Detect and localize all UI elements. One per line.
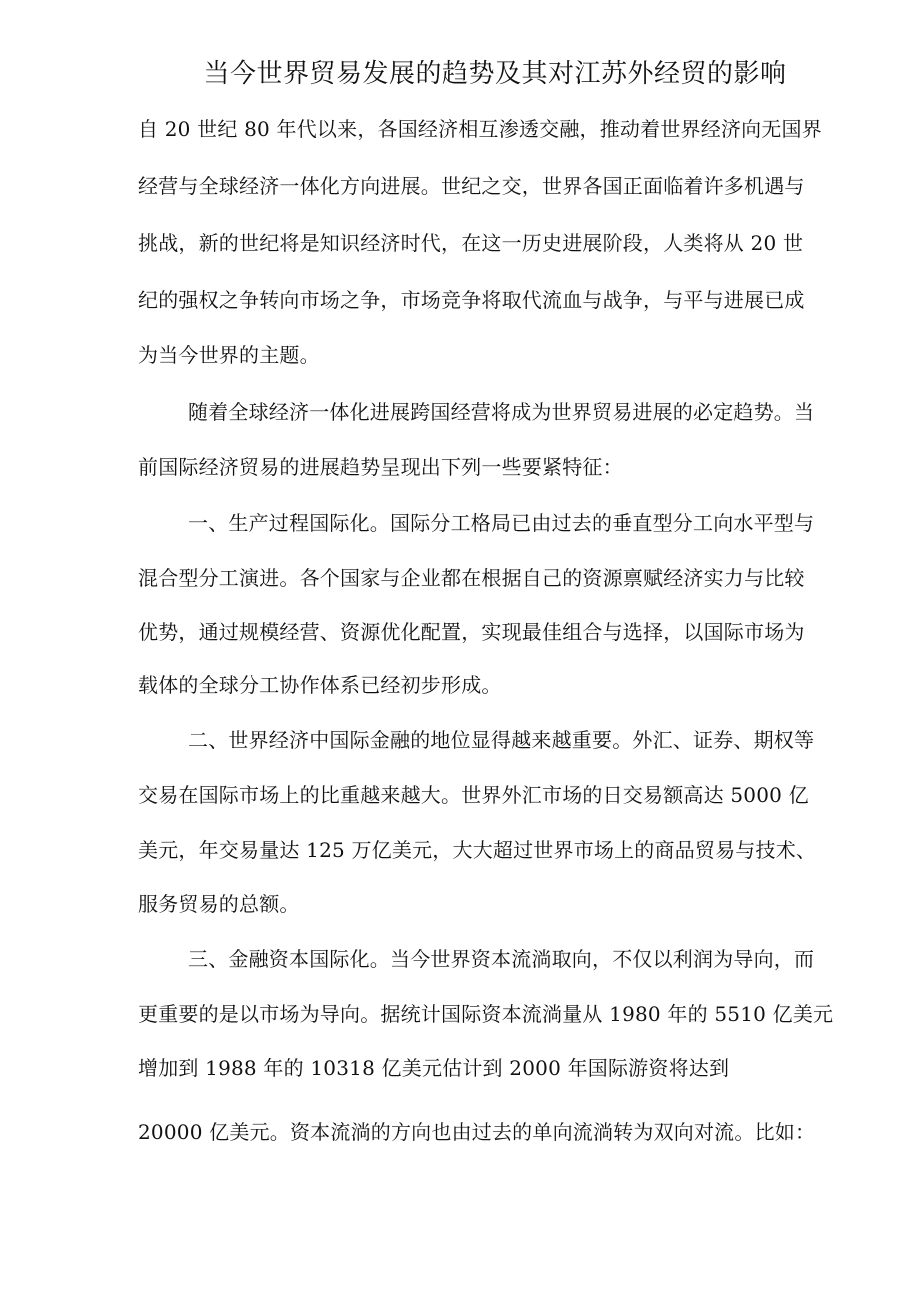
paragraph-3-line-2: 混合型分工演进。各个国家与企业都在根据自己的资源禀赋经济实力与比较 (138, 566, 805, 590)
paragraph-4-line-4: 服务贸易的总额。 (138, 892, 300, 916)
document-title: 当今世界贸易发展的趋势及其对江苏外经贸的影响 (203, 59, 787, 89)
paragraph-4-line-1: 二、世界经济中国际金融的地位显得越来越重要。外汇、证券、期权等 (188, 728, 815, 752)
paragraph-5-line-3: 增加到 1988 年的 10318 亿美元估计到 2000 年国际游资将达到 (138, 1056, 730, 1080)
paragraph-1-line-1: 自 20 世纪 80 年代以来，各国经济相互渗透交融，推动着世界经济向无国界 (138, 117, 822, 141)
paragraph-1-line-4: 纪的强权之争转向市场之争，市场竞争将取代流血与战争，与平与进展已成 (138, 288, 805, 312)
paragraph-5-line-2: 更重要的是以市场为导向。据统计国际资本流淌量从 1980 年的 5510 亿美元 (138, 1002, 834, 1026)
paragraph-3-line-3: 优势，通过规模经营、资源优化配置，实现最佳组合与选择，以国际市场为 (138, 620, 805, 644)
paragraph-4-line-3: 美元，年交易量达 125 万亿美元，大大超过世界市场上的商品贸易与技术、 (138, 838, 817, 862)
paragraph-2-line-1: 随着全球经济一体化进展跨国经营将成为世界贸易进展的必定趋势。当 (188, 400, 815, 424)
paragraph-4-line-2: 交易在国际市场上的比重越来越大。世界外汇市场的日交易额高达 5000 亿 (138, 783, 809, 807)
paragraph-3-line-1: 一、生产过程国际化。国际分工格局已由过去的垂直型分工向水平型与 (188, 511, 815, 535)
paragraph-5-line-4: 20000 亿美元。资本流淌的方向也由过去的单向流淌转为双向对流。比如： (138, 1120, 816, 1144)
paragraph-5-line-1: 三、金融资本国际化。当今世界资本流淌取向，不仅以利润为导向，而 (188, 947, 815, 971)
paragraph-1-line-2: 经营与全球经济一体化方向进展。世纪之交，世界各国正面临着许多机遇与 (138, 174, 805, 198)
paragraph-1-line-5: 为当今世界的主题。 (138, 343, 320, 367)
paragraph-3-line-4: 载体的全球分工协作体系已经初步形成。 (138, 673, 502, 697)
paragraph-2-line-2: 前国际经济贸易的进展趋势呈现出下列一些要紧特征： (138, 455, 623, 479)
paragraph-1-line-3: 挑战，新的世纪将是知识经济时代，在这一历史进展阶段，人类将从 20 世 (138, 231, 804, 255)
